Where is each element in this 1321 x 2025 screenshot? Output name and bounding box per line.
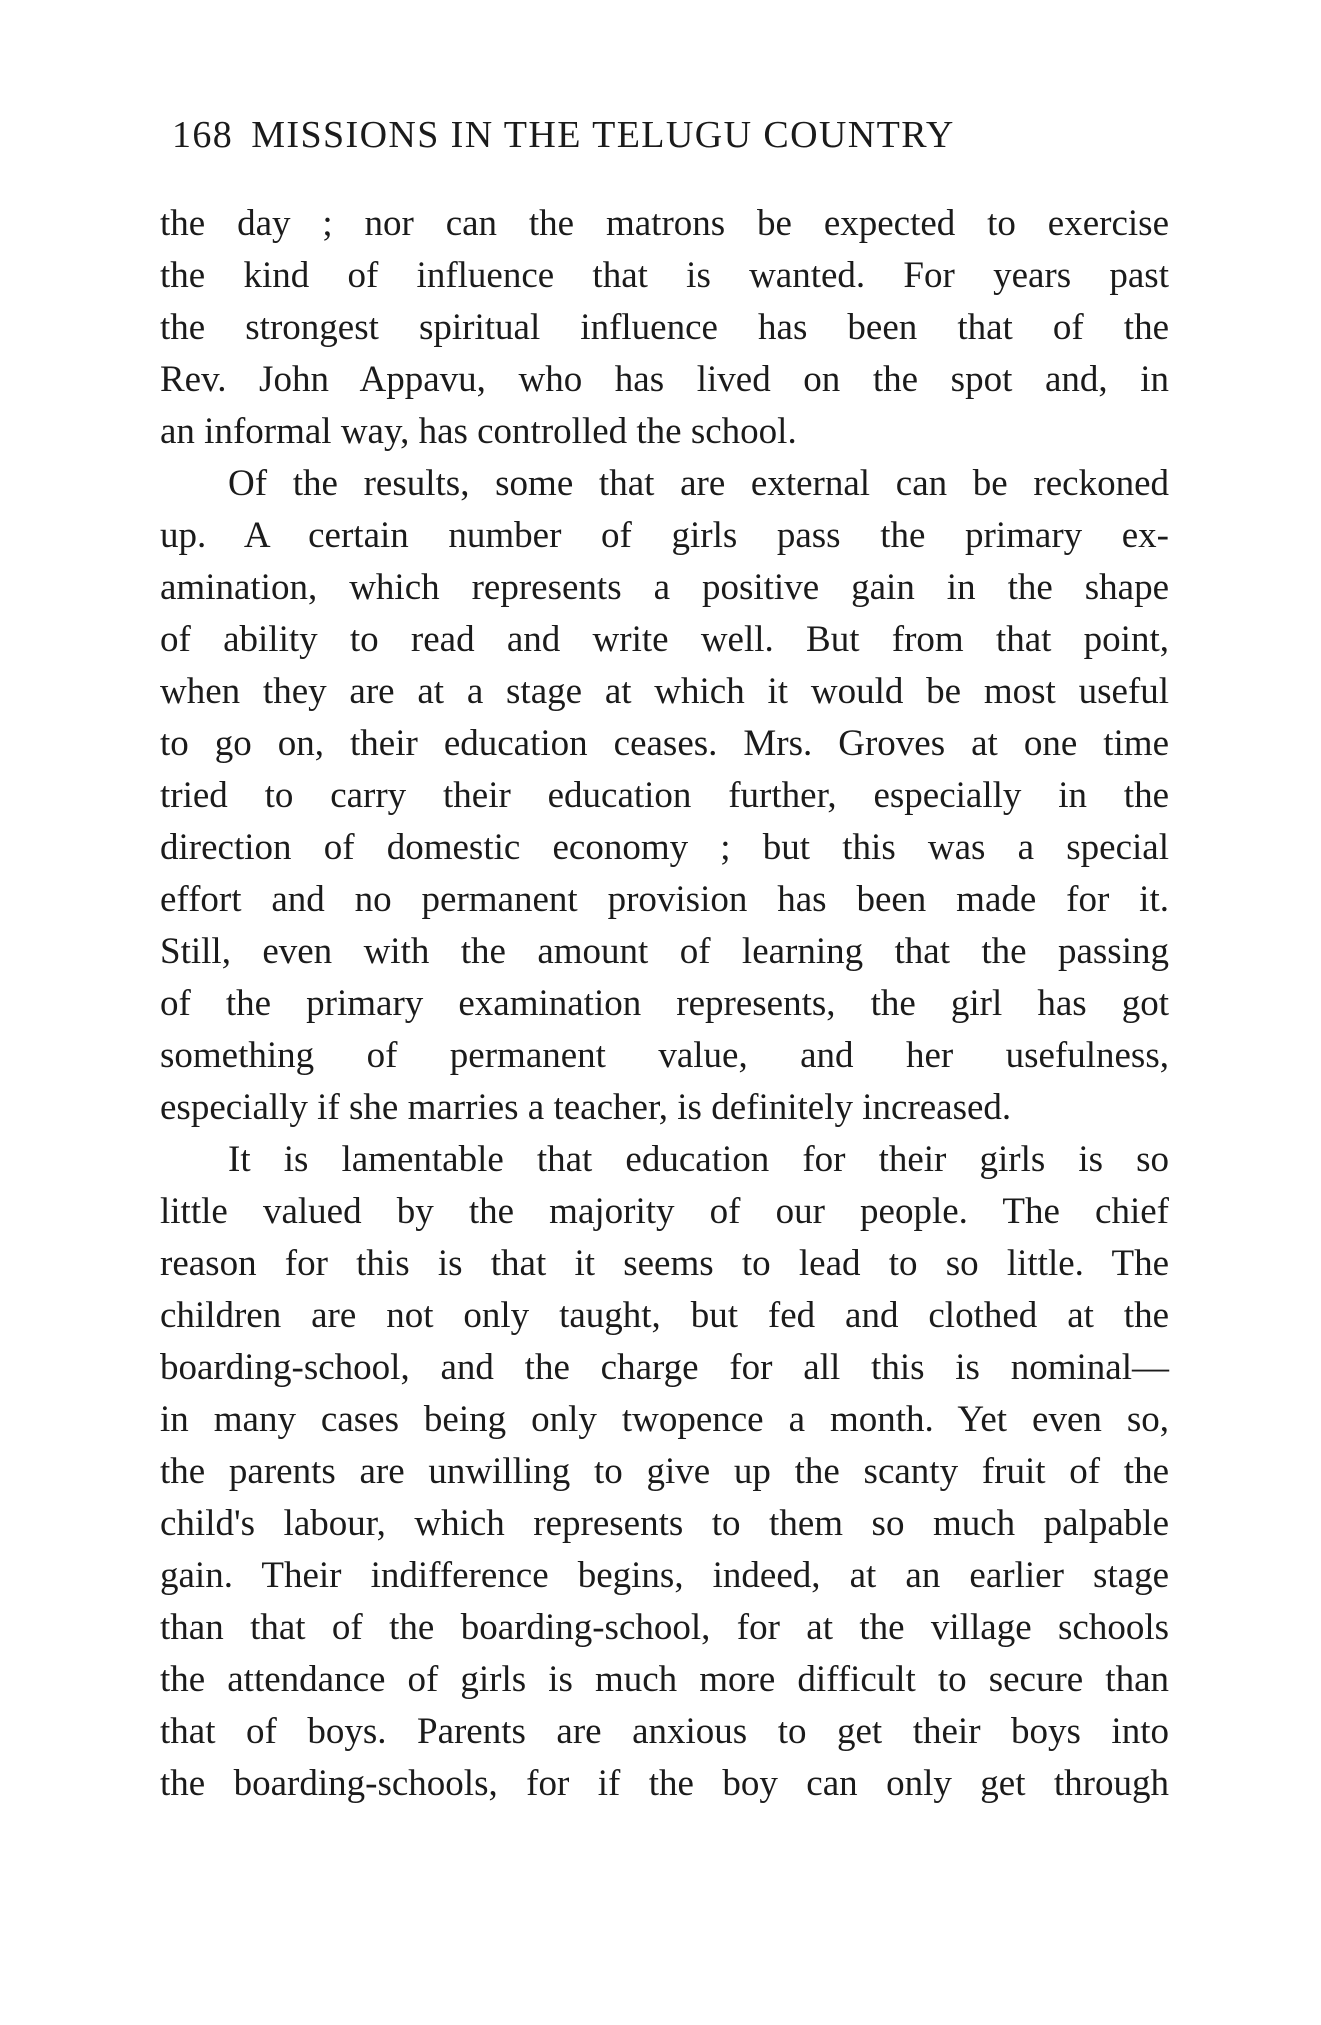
text-line: Rev. John Appavu, who has lived on the spot and, in (160, 359, 1169, 400)
text-line: when they are at a stage at which it would be most useful (160, 671, 1169, 712)
text-line: than that of the boarding-school, for at the village schools (160, 1607, 1169, 1648)
text-line: reason for this is that it seems to lead to so little. The (160, 1243, 1169, 1284)
running-head (172, 112, 1072, 158)
text-line: the boarding-schools, for if the boy can only get through (160, 1763, 1169, 1804)
text-line: Of the results, some that are external can be reckoned (228, 463, 1169, 504)
text-line: especially if she marries a teacher, is definitely increased. (160, 1087, 1012, 1128)
text-line: the parents are unwilling to give up the scanty fruit of the (160, 1451, 1169, 1492)
text-line: of the primary examination represents, the girl has got (160, 983, 1169, 1024)
text-line: children are not only taught, but fed and clothed at the (160, 1295, 1169, 1336)
text-line: an informal way, has controlled the school. (160, 411, 797, 452)
text-line: the day ; nor can the matrons be expected to exercise (160, 203, 1169, 244)
text-line: gain. Their indifference begins, indeed, at an earlier stage (160, 1555, 1169, 1596)
text-line: in many cases being only twopence a month. Yet even so, (160, 1399, 1169, 1440)
text-line: Still, even with the amount of learning that the passing (160, 931, 1169, 972)
page-number: 168 (172, 114, 234, 156)
text-line: child's labour, which represents to them so much palpable (160, 1503, 1169, 1544)
running-title: MISSIONS IN THE TELUGU COUNTRY (251, 114, 955, 156)
text-line: of ability to read and write well. But from that point, (160, 619, 1169, 660)
text-line: something of permanent value, and her usefulness, (160, 1035, 1169, 1076)
text-line: It is lamentable that education for their girls is so (228, 1139, 1169, 1180)
text-line: the strongest spiritual influence has been that of the (160, 307, 1169, 348)
text-line: boarding-school, and the charge for all this is nominal— (160, 1347, 1169, 1388)
text-line: direction of domestic economy ; but this was a special (160, 827, 1169, 868)
text-line: little valued by the majority of our people. The chief (160, 1191, 1169, 1232)
body-text (160, 198, 1169, 1810)
text-line: the attendance of girls is much more difficult to secure than (160, 1659, 1169, 1700)
text-line: tried to carry their education further, especially in the (160, 775, 1169, 816)
text-line: to go on, their education ceases. Mrs. Groves at one time (160, 723, 1169, 764)
text-line: effort and no permanent provision has been made for it. (160, 879, 1169, 920)
text-line: up. A certain number of girls pass the primary ex- (160, 515, 1169, 556)
text-line: that of boys. Parents are anxious to get their boys into (160, 1711, 1169, 1752)
text-line: the kind of influence that is wanted. For years past (160, 255, 1169, 296)
text-line: amination, which represents a positive gain in the shape (160, 567, 1169, 608)
